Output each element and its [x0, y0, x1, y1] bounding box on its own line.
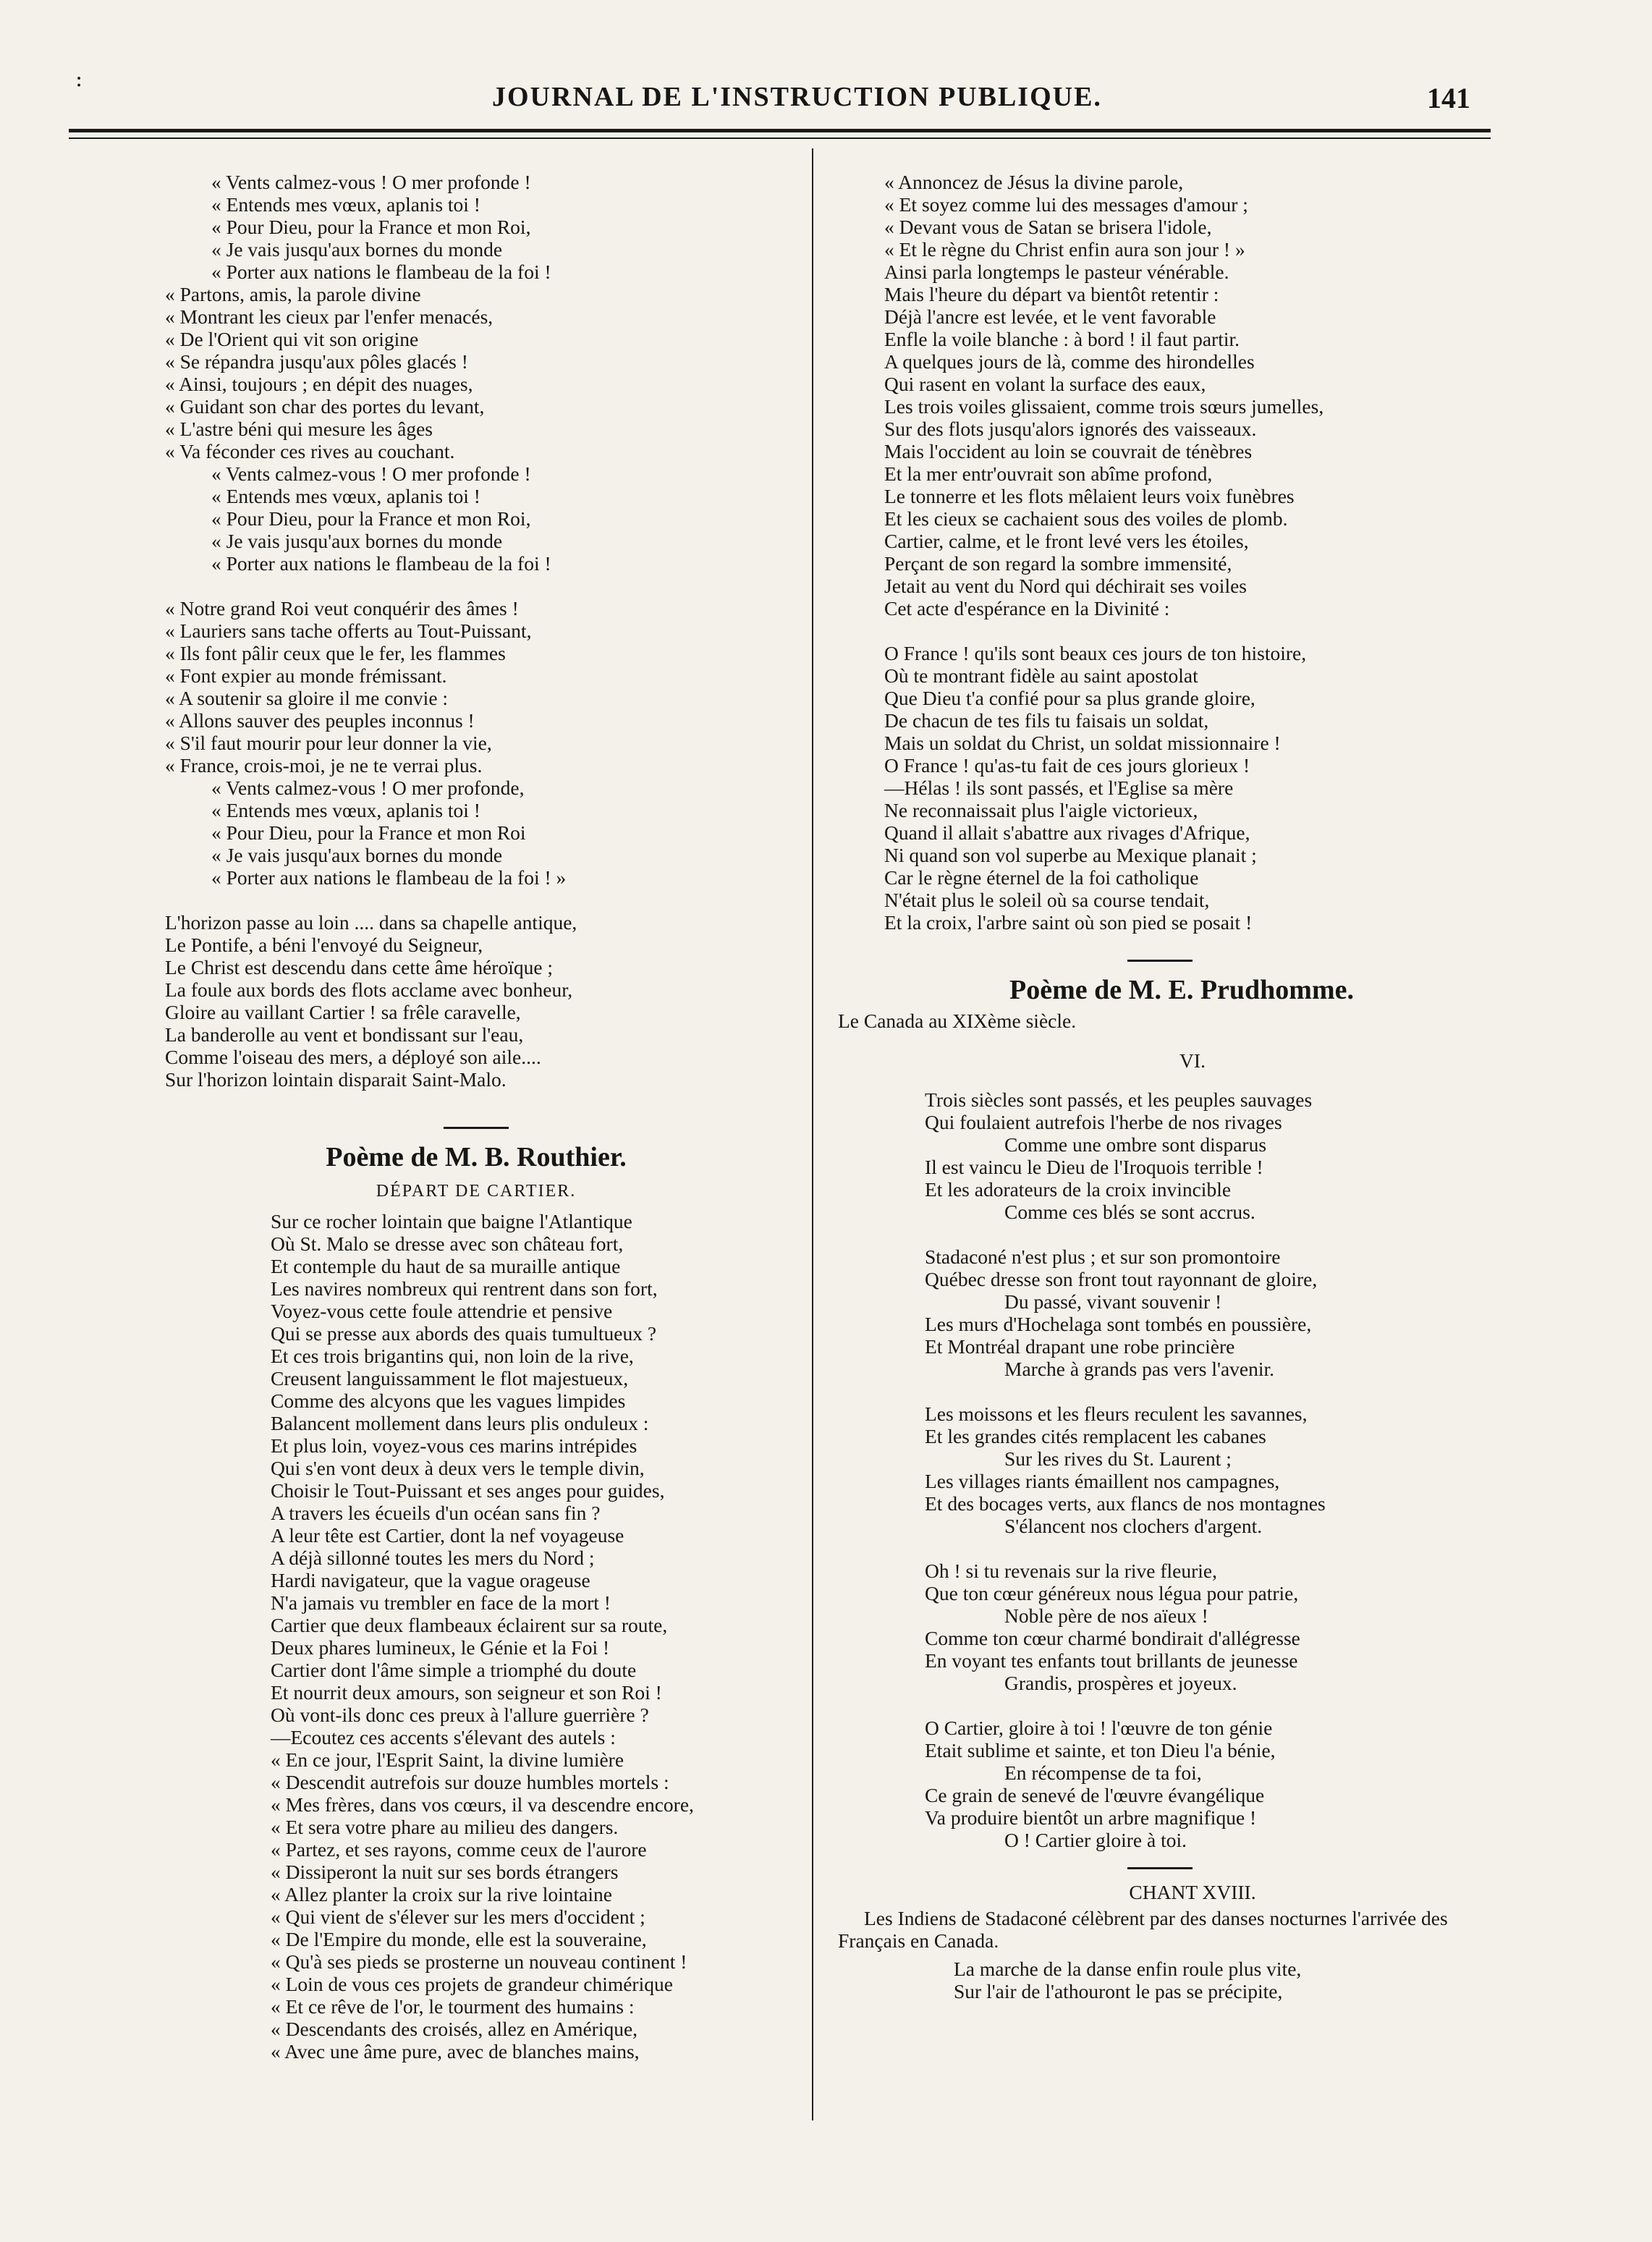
- verse-line: « Allons sauver des peuples inconnus !: [165, 709, 475, 732]
- verse-line: Et des bocages verts, aux flancs de nos montagnes: [925, 1492, 1326, 1515]
- verse-line: Comme ces blés se sont accrus.: [1004, 1201, 1255, 1223]
- verse-line: Déjà l'ancre est levée, et le vent favorable: [884, 305, 1216, 328]
- verse-line: « Partez, et ses rayons, comme ceux de l'aurore: [271, 1838, 647, 1861]
- verse-line: Grandis, prospères et joyeux.: [1004, 1672, 1237, 1694]
- verse-line: Et plus loin, voyez-vous ces marins intrépides: [271, 1434, 637, 1457]
- verse-line: O Cartier, gloire à toi ! l'œuvre de ton génie: [925, 1717, 1273, 1739]
- verse-line: Et contemple du haut de sa muraille antique: [271, 1255, 621, 1277]
- verse-line: Et les grandes cités remplacent les cabanes: [925, 1425, 1266, 1447]
- verse-line: Etait sublime et sainte, et ton Dieu l'a bénie,: [925, 1739, 1276, 1761]
- verse-line: « Je vais jusqu'aux bornes du monde: [211, 238, 503, 261]
- verse-line: « Je vais jusqu'aux bornes du monde: [211, 844, 503, 866]
- verse-line: Jetait au vent du Nord qui déchirait ses voiles: [884, 575, 1247, 597]
- verse-line: Comme des alcyons que les vagues limpides: [271, 1389, 626, 1412]
- verse-line: « Vents calmez-vous ! O mer profonde,: [211, 777, 525, 799]
- verse-line: « Porter aux nations le flambeau de la foi !: [211, 261, 551, 283]
- verse-line: « Qu'à ses pieds se prosterne un nouveau continent !: [271, 1950, 687, 1973]
- verse-line: Où St. Malo se dresse avec son château fort,: [271, 1232, 624, 1255]
- prudhomme-stanza: [838, 1245, 1482, 1380]
- verse-line: « Avec une âme pure, avec de blanches mains,: [271, 2040, 640, 2063]
- verse-line: —Ecoutez ces accents s'élevant des autels :: [271, 1726, 616, 1748]
- verse-line: « Ils font pâlir ceux que le fer, les flammes: [165, 642, 506, 664]
- verse-line: « Et ce rêve de l'or, le tourment des humains :: [271, 1995, 635, 2018]
- section-title-routhier: Poème de M. B. Routhier.: [326, 1142, 627, 1172]
- verse-line: « En ce jour, l'Esprit Saint, la divine lumière: [271, 1748, 624, 1771]
- verse-line: Sur des flots jusqu'alors ignorés des vaisseaux.: [884, 418, 1257, 440]
- verse-line: Québec dresse son front tout rayonnant de gloire,: [925, 1268, 1318, 1290]
- verse-line: O France ! qu'ils sont beaux ces jours de ton histoire,: [884, 642, 1307, 664]
- verse-line: Les moissons et les fleurs reculent les savannes,: [925, 1403, 1308, 1425]
- chant-title: CHANT XVIII.: [1129, 1881, 1256, 1903]
- verse-line: N'a jamais vu trembler en face de la mort !: [271, 1591, 611, 1614]
- left-stanza-1: [165, 171, 787, 575]
- verse-line: « Allez planter la croix sur la rive lointaine: [271, 1883, 612, 1905]
- verse-line: « Mes frères, dans vos cœurs, il va descendre encore,: [271, 1793, 694, 1816]
- verse-line: Qui foulaient autrefois l'herbe de nos rivages: [925, 1111, 1282, 1133]
- verse-line: « Descendants des croisés, allez en Amérique,: [271, 2018, 638, 2040]
- section-separator: [444, 1127, 509, 1129]
- verse-line: Sur ce rocher lointain que baigne l'Atlantique: [271, 1210, 632, 1232]
- chant-separator: [1127, 1867, 1193, 1869]
- verse-line: Et Montréal drapant une robe princière: [925, 1335, 1235, 1358]
- verse-line: La marche de la danse enfin roule plus vite,: [954, 1958, 1302, 1980]
- section-subtitle-depart: DÉPART DE CARTIER.: [376, 1182, 577, 1201]
- verse-line: Sur l'air de l'athouront le pas se précipite,: [954, 1980, 1283, 2002]
- verse-line: —Hélas ! ils sont passés, et l'Eglise sa mère: [884, 777, 1234, 799]
- left-stanza-3: [165, 911, 787, 1091]
- header-rule-thick: [69, 129, 1491, 132]
- verse-line: Que Dieu t'a confié pour sa plus grande gloire,: [884, 687, 1255, 709]
- verse-line: « Annoncez de Jésus la divine parole,: [884, 171, 1184, 193]
- chant-lines: [838, 1958, 1482, 2002]
- verse-line: Car le règne éternel de la foi catholique: [884, 866, 1199, 889]
- verse-line: « Qui vient de s'élever sur les mers d'occident ;: [271, 1905, 645, 1928]
- verse-line: « Pour Dieu, pour la France et mon Roi: [211, 821, 526, 844]
- verse-line: O France ! qu'as-tu fait de ces jours glorieux !: [884, 754, 1250, 777]
- verse-line: L'horizon passe au loin .... dans sa chapelle antique,: [165, 911, 577, 934]
- verse-line: Ne reconnaissait plus l'aigle victorieux,: [884, 799, 1198, 821]
- verse-line: La banderolle au vent et bondissant sur l'eau,: [165, 1023, 524, 1046]
- verse-line: « Loin de vous ces projets de grandeur chimérique: [271, 1973, 673, 1995]
- verse-line: Marche à grands pas vers l'avenir.: [1004, 1358, 1275, 1380]
- verse-line: Ce grain de senevé de l'œuvre évangélique: [925, 1784, 1265, 1806]
- journal-title: JOURNAL DE L'INSTRUCTION PUBLIQUE.: [492, 82, 1102, 112]
- verse-line: « Va féconder ces rives au couchant.: [165, 440, 455, 462]
- verse-line: A travers les écueils d'un océan sans fin ?: [271, 1502, 601, 1524]
- verse-line: Mais l'heure du départ va bientôt retentir :: [884, 283, 1219, 305]
- verse-line: « Et soyez comme lui des messages d'amour ;: [884, 193, 1248, 216]
- header-mark: :: [75, 67, 83, 92]
- verse-line: « Pour Dieu, pour la France et mon Roi,: [211, 216, 531, 238]
- verse-line: « Vents calmez-vous ! O mer profonde !: [211, 462, 531, 485]
- verse-line: « Entends mes vœux, aplanis toi !: [211, 799, 480, 821]
- verse-line: Voyez-vous cette foule attendrie et pensive: [271, 1300, 613, 1322]
- verse-line: Et les adorateurs de la croix invincible: [925, 1178, 1232, 1201]
- verse-line: Ni quand son vol superbe au Mexique planait ;: [884, 844, 1257, 866]
- verse-line: « Guidant son char des portes du levant,: [165, 395, 485, 418]
- section-intro: Le Canada au XIXème siècle.: [838, 1010, 1077, 1032]
- verse-line: Trois siècles sont passés, et les peuples sauvages: [925, 1088, 1313, 1111]
- verse-line: Cartier dont l'âme simple a triomphé du doute: [271, 1659, 637, 1681]
- verse-line: « S'il faut mourir pour leur donner la vie,: [165, 732, 492, 754]
- verse-line: La foule aux bords des flots acclame avec bonheur,: [165, 978, 573, 1001]
- verse-line: Les trois voiles glissaient, comme trois sœurs jumelles,: [884, 395, 1324, 418]
- left-poem: [165, 1210, 787, 2063]
- verse-line: Cartier que deux flambeaux éclairent sur sa route,: [271, 1614, 668, 1636]
- verse-line: Enfle la voile blanche : à bord ! il faut partir.: [884, 328, 1240, 350]
- section-title-prudhomme: Poème de M. E. Prudhomme.: [1009, 975, 1354, 1005]
- verse-line: En récompense de ta foi,: [1004, 1761, 1202, 1784]
- verse-line: « Descendit autrefois sur douze humbles mortels :: [271, 1771, 669, 1793]
- verse-line: « Pour Dieu, pour la France et mon Roi,: [211, 507, 531, 530]
- verse-line: Les murs d'Hochelaga sont tombés en poussière,: [925, 1313, 1312, 1335]
- verse-line: « De l'Orient qui vit son origine: [165, 328, 419, 350]
- verse-line: Qui s'en vont deux à deux vers le temple divin,: [271, 1457, 645, 1479]
- verse-line: Le Pontife, a béni l'envoyé du Seigneur,: [165, 934, 483, 956]
- verse-line: Choisir le Tout-Puissant et ses anges pour guides,: [271, 1479, 665, 1502]
- verse-line: « Et sera votre phare au milieu des dangers.: [271, 1816, 619, 1838]
- verse-line: Et la croix, l'arbre saint où son pied se posait !: [884, 911, 1253, 934]
- verse-line: « Et le règne du Christ enfin aura son jour ! »: [884, 238, 1245, 261]
- verse-line: Le Christ est descendu dans cette âme héroïque ;: [165, 956, 554, 978]
- verse-line: Le tonnerre et les flots mêlaient leurs voix funèbres: [884, 485, 1295, 507]
- verse-line: Stadaconé n'est plus ; et sur son promontoire: [925, 1245, 1281, 1268]
- verse-line: Qui se presse aux abords des quais tumultueux ?: [271, 1322, 657, 1345]
- verse-line: Quand il allait s'abattre aux rivages d'Afrique,: [884, 821, 1250, 844]
- right-stanza-1: [838, 171, 1482, 619]
- verse-line: Noble père de nos aïeux !: [1004, 1604, 1208, 1627]
- verse-line: « Vents calmez-vous ! O mer profonde !: [211, 171, 531, 193]
- column-divider: [812, 148, 813, 2120]
- right-stanza-2: [838, 642, 1482, 934]
- right-poem: [838, 1088, 1482, 1851]
- prudhomme-stanza: [838, 1560, 1482, 1694]
- verse-line: Sur l'horizon lointain disparait Saint-Malo.: [165, 1068, 507, 1091]
- verse-line: « Notre grand Roi veut conquérir des âmes !: [165, 597, 519, 619]
- verse-line: O ! Cartier gloire à toi.: [1004, 1829, 1187, 1851]
- verse-line: Comme une ombre sont disparus: [1004, 1133, 1267, 1156]
- verse-line: Va produire bientôt un arbre magnifique !: [925, 1806, 1257, 1829]
- verse-line: Comme ton cœur charmé bondirait d'allégresse: [925, 1627, 1300, 1649]
- left-column: [165, 171, 787, 2063]
- verse-line: Il est vaincu le Dieu de l'Iroquois terrible !: [925, 1156, 1263, 1178]
- verse-line: A quelques jours de là, comme des hirondelles: [884, 350, 1255, 373]
- verse-line: Deux phares lumineux, le Génie et la Foi !: [271, 1636, 610, 1659]
- verse-line: Sur les rives du St. Laurent ;: [1004, 1447, 1232, 1470]
- verse-line: « Devant vous de Satan se brisera l'idole,: [884, 216, 1212, 238]
- verse-line: Creusent languissamment le flot majestueux,: [271, 1367, 629, 1389]
- verse-line: Comme l'oiseau des mers, a déployé son aile....: [165, 1046, 541, 1068]
- verse-line: Hardi navigateur, que la vague orageuse: [271, 1569, 590, 1591]
- verse-line: « Dissiperont la nuit sur ses bords étrangers: [271, 1861, 619, 1883]
- verse-line: « A soutenir sa gloire il me convie :: [165, 687, 449, 709]
- verse-line: « Font expier au monde frémissant.: [165, 664, 447, 687]
- verse-line: « Montrant les cieux par l'enfer menacés,: [165, 305, 494, 328]
- verse-line: Perçant de son regard la sombre immensité,: [884, 552, 1232, 575]
- verse-line: Les navires nombreux qui rentrent dans son fort,: [271, 1277, 658, 1300]
- verse-line: Cartier, calme, et le front levé vers les étoiles,: [884, 530, 1249, 552]
- prudhomme-stanza: [838, 1088, 1482, 1223]
- verse-line: « Partons, amis, la parole divine: [165, 283, 421, 305]
- section-number: VI.: [1179, 1049, 1206, 1072]
- verse-line: Ainsi parla longtemps le pasteur vénérable.: [884, 261, 1229, 283]
- verse-line: N'était plus le soleil où sa course tendait,: [884, 889, 1210, 911]
- verse-line: Qui rasent en volant la surface des eaux,: [884, 373, 1206, 395]
- verse-line: « Entends mes vœux, aplanis toi !: [211, 485, 480, 507]
- verse-line: « Je vais jusqu'aux bornes du monde: [211, 530, 503, 552]
- verse-line: A leur tête est Cartier, dont la nef voyageuse: [271, 1524, 624, 1547]
- verse-line: S'élancent nos clochers d'argent.: [1004, 1515, 1263, 1537]
- verse-line: Les villages riants émaillent nos campagnes,: [925, 1470, 1280, 1492]
- verse-line: « Porter aux nations le flambeau de la foi ! »: [211, 866, 567, 889]
- verse-line: « Porter aux nations le flambeau de la foi !: [211, 552, 551, 575]
- right-column: [838, 171, 1482, 2002]
- verse-line: « Entends mes vœux, aplanis toi !: [211, 193, 480, 216]
- verse-line: En voyant tes enfants tout brillants de jeunesse: [925, 1649, 1298, 1672]
- verse-line: Cet acte d'espérance en la Divinité :: [884, 597, 1170, 619]
- verse-line: « De l'Empire du monde, elle est la souveraine,: [271, 1928, 647, 1950]
- left-stanza-2: [165, 597, 787, 889]
- verse-line: « Ainsi, toujours ; en dépit des nuages,: [165, 373, 473, 395]
- verse-line: Que ton cœur généreux nous légua pour patrie,: [925, 1582, 1299, 1604]
- verse-line: Oh ! si tu revenais sur la rive fleurie,: [925, 1560, 1217, 1582]
- verse-line: Où vont-ils donc ces preux à l'allure guerrière ?: [271, 1704, 649, 1726]
- verse-line: « Se répandra jusqu'aux pôles glacés !: [165, 350, 468, 373]
- page-number: 141: [1427, 82, 1470, 114]
- verse-line: Du passé, vivant souvenir !: [1004, 1290, 1222, 1313]
- verse-line: Où te montrant fidèle au saint apostolat: [884, 664, 1198, 687]
- header-rule-thin: [69, 138, 1491, 139]
- verse-line: « France, crois-moi, je ne te verrai plus.: [165, 754, 483, 777]
- verse-line: A déjà sillonné toutes les mers du Nord ;: [271, 1547, 595, 1569]
- verse-line: Balancent mollement dans leurs plis onduleux :: [271, 1412, 649, 1434]
- chant-intro: Les Indiens de Stadaconé célèbrent par des danses nocturnes l'arrivée des Français en Canada.: [838, 1907, 1448, 1952]
- prudhomme-stanza: [838, 1403, 1482, 1537]
- verse-line: Et ces trois brigantins qui, non loin de la rive,: [271, 1345, 634, 1367]
- verse-line: Mais l'occident au loin se couvrait de ténèbres: [884, 440, 1253, 462]
- verse-line: Gloire au vaillant Cartier ! sa frêle caravelle,: [165, 1001, 521, 1023]
- section-separator: [1127, 960, 1193, 962]
- verse-line: Et nourrit deux amours, son seigneur et son Roi !: [271, 1681, 662, 1704]
- verse-line: « Lauriers sans tache offerts au Tout-Puissant,: [165, 619, 532, 642]
- verse-line: Mais un soldat du Christ, un soldat missionnaire !: [884, 732, 1281, 754]
- verse-line: Et les cieux se cachaient sous des voiles de plomb.: [884, 507, 1288, 530]
- verse-line: Et la mer entr'ouvrait son abîme profond,: [884, 462, 1213, 485]
- verse-line: « L'astre béni qui mesure les âges: [165, 418, 433, 440]
- prudhomme-stanza: [838, 1717, 1482, 1851]
- verse-line: De chacun de tes fils tu faisais un soldat,: [884, 709, 1209, 732]
